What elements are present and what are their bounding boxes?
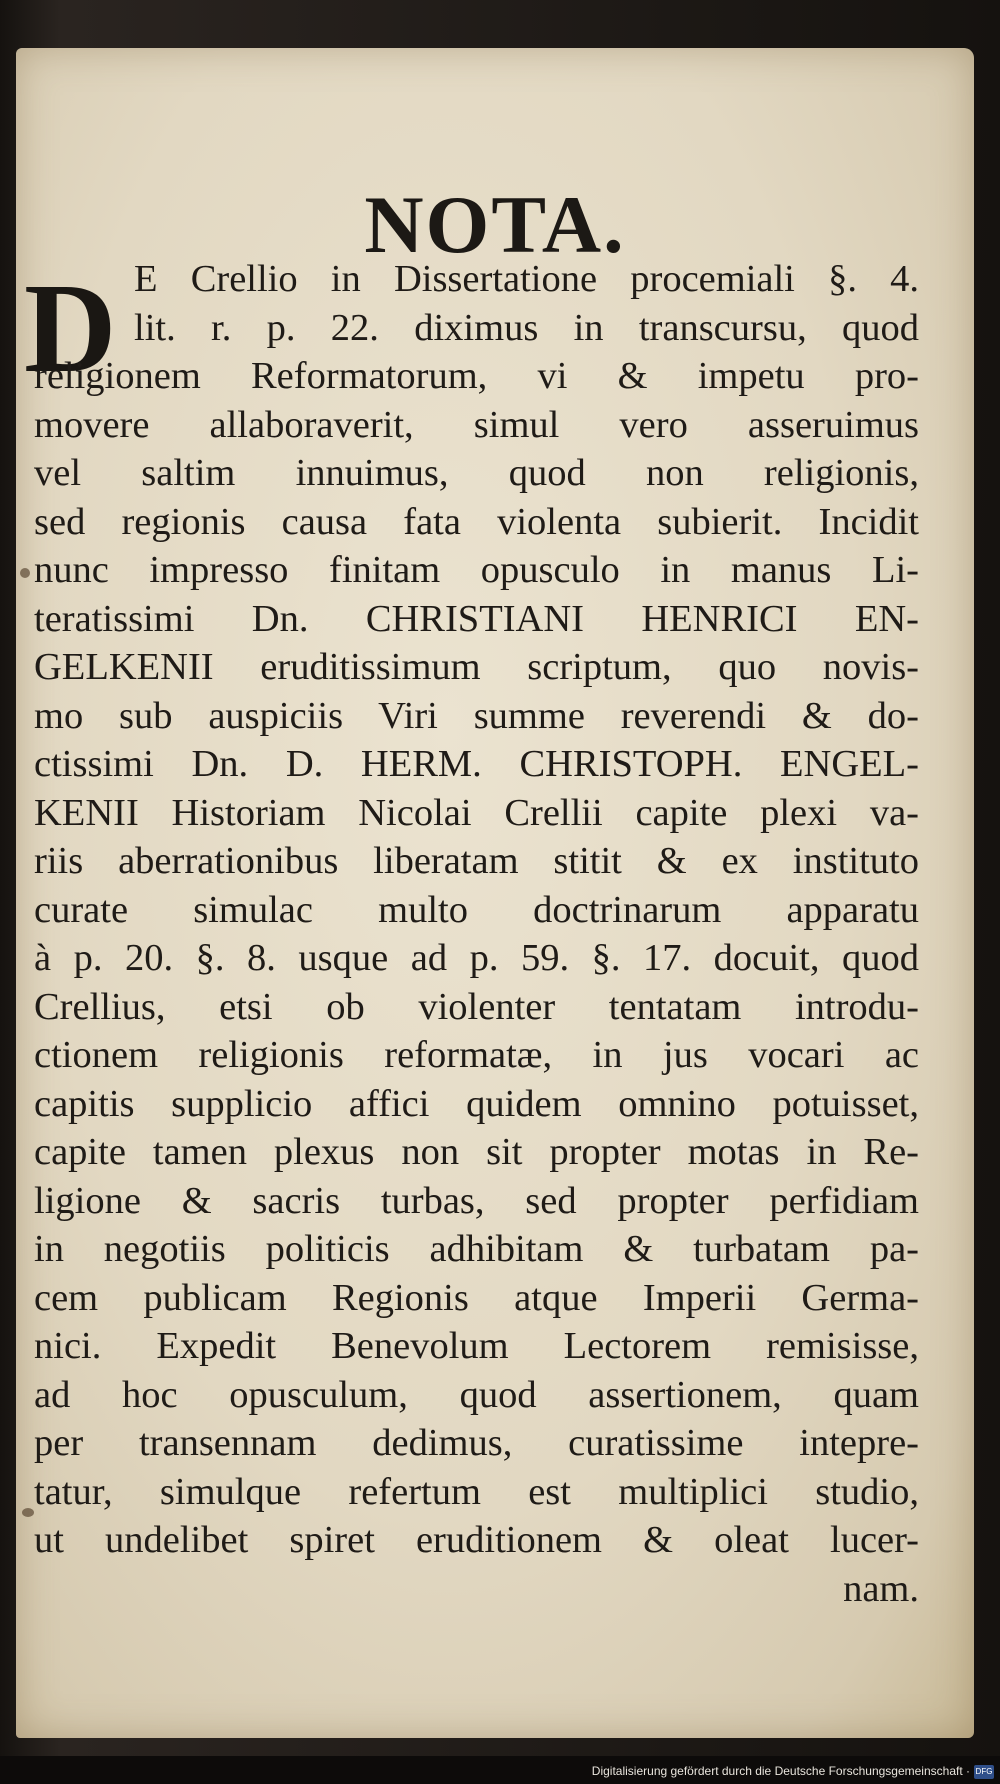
text-line: ligione & sacris turbas, sed propter perfidiam xyxy=(34,1179,919,1222)
text-line: teratissimi Dn. CHRISTIANI HENRICI EN- xyxy=(34,597,919,640)
text-line: ut undelibet spiret eruditionem & oleat lucer- xyxy=(34,1519,919,1561)
text-line: movere allaboraverit, simul vero asseruimus xyxy=(34,403,919,446)
text-line: vel saltim innuimus, quod non religionis, xyxy=(34,452,919,494)
text-line: tatur, simulque refertum est multiplici studio, xyxy=(34,1470,919,1513)
ink-stain xyxy=(22,1508,34,1517)
text-line: religionem Reformatorum, vi & impetu pro- xyxy=(34,355,919,397)
text-line: ctionem religionis reformatæ, in jus vocari ac xyxy=(34,1034,919,1076)
text-line: à p. 20. §. 8. usque ad p. 59. §. 17. docuit, quod xyxy=(34,937,919,979)
text-line: capitis supplicio affici quidem omnino potuisset, xyxy=(34,1082,919,1125)
page-title: NOTA. xyxy=(364,179,626,270)
text-line: E Crellio in Dissertatione procemiali §. 4. xyxy=(134,258,919,300)
text-line: sed regionis causa fata violenta subierit. Incidit xyxy=(34,500,919,543)
text-line: Crellius, etsi ob violenter tentatam introdu- xyxy=(34,985,919,1028)
drop-cap: D xyxy=(24,257,117,399)
text-line: nam. xyxy=(843,1567,919,1610)
text-line: GELKENII eruditissimum scriptum, quo novis- xyxy=(34,646,919,688)
ink-stain xyxy=(20,568,30,578)
text-line: nici. Expedit Benevolum Lectorem remisisse, xyxy=(34,1325,919,1367)
text-line: KENII Historiam Nicolai Crellii capite plexi va- xyxy=(34,791,919,834)
text-line: ctissimi Dn. D. HERM. CHRISTOPH. ENGEL- xyxy=(34,743,919,785)
text-line: ad hoc opusculum, quod assertionem, quam xyxy=(34,1373,919,1416)
dfg-logo: DFG xyxy=(974,1765,994,1779)
text-line: curate simulac multo doctrinarum apparatu xyxy=(34,888,919,931)
text-line: nunc impresso finitam opusculo in manus Li- xyxy=(34,549,919,591)
text-line: per transennam dedimus, curatissime intepre- xyxy=(34,1422,919,1464)
text-line: lit. r. p. 22. diximus in transcursu, quod xyxy=(134,306,919,349)
text-line: mo sub auspiciis Viri summe reverendi & do- xyxy=(34,694,919,737)
body-text xyxy=(34,255,919,1613)
text-line: riis aberrationibus liberatam stitit & ex instituto xyxy=(34,840,919,882)
text-line: in negotiis politicis adhibitam & turbatam pa- xyxy=(34,1228,919,1270)
text-line: cem publicam Regionis atque Imperii Germa- xyxy=(34,1276,919,1319)
digitization-credit: Digitalisierung gefördert durch die Deutsche Forschungsgemeinschaft · xyxy=(591,1764,970,1778)
text-line: capite tamen plexus non sit propter motas in Re- xyxy=(34,1131,919,1173)
